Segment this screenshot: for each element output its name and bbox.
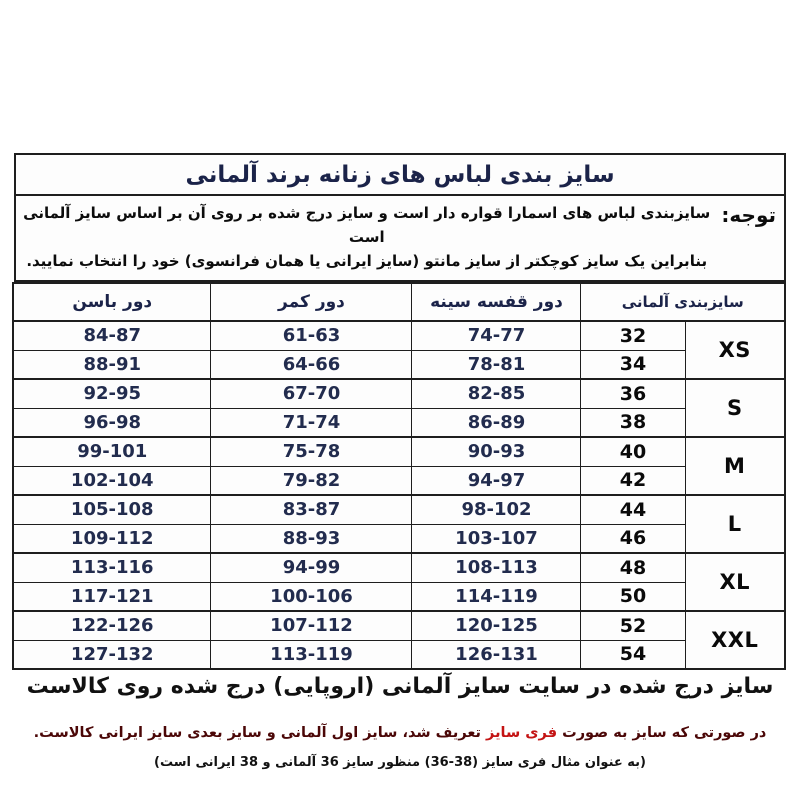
footer-freesize-note: [0, 724, 800, 743]
german-size-cell: 42: [581, 466, 685, 495]
size-chart-sheet: [14, 153, 786, 670]
table-row: [13, 437, 785, 466]
table-row: [13, 553, 785, 582]
size-table: [12, 282, 786, 670]
header-hip: دور باسن: [13, 283, 211, 321]
german-size-cell: 38: [581, 408, 685, 437]
waist-cell: 64-66: [211, 350, 412, 379]
chest-cell: 94-97: [412, 466, 581, 495]
german-size-cell: 44: [581, 495, 685, 524]
waist-cell: 88-93: [211, 524, 412, 553]
waist-cell: 79-82: [211, 466, 412, 495]
chest-cell: 114-119: [412, 582, 581, 611]
size-letter-cell: XL: [685, 553, 785, 611]
waist-cell: 100-106: [211, 582, 412, 611]
size-letter-cell: XXL: [685, 611, 785, 669]
chest-cell: 108-113: [412, 553, 581, 582]
german-size-cell: 32: [581, 321, 685, 350]
size-table-body: [13, 321, 785, 669]
table-row: [13, 495, 785, 524]
german-size-cell: 50: [581, 582, 685, 611]
footer-freesize-prefix: در صورتی که سایز به صورت: [557, 725, 767, 741]
size-letter-cell: S: [685, 379, 785, 437]
hip-cell: 105-108: [13, 495, 211, 524]
chest-cell: 90-93: [412, 437, 581, 466]
chest-cell: 126-131: [412, 640, 581, 669]
hip-cell: 84-87: [13, 321, 211, 350]
german-size-cell: 34: [581, 350, 685, 379]
hip-cell: 88-91: [13, 350, 211, 379]
waist-cell: 94-99: [211, 553, 412, 582]
table-row: [13, 466, 785, 495]
page-title: سایز بندی لباس های زنانه برند آلمانی: [185, 161, 615, 188]
header-waist: دور کمر: [211, 283, 412, 321]
size-letter-cell: L: [685, 495, 785, 553]
size-table-header: [13, 283, 785, 321]
footer-freesize-suffix: تعریف شد، سایز اول آلمانی و سایز بعدی سایز ایرانی کالاست.: [33, 725, 487, 741]
waist-cell: 113-119: [211, 640, 412, 669]
chest-cell: 103-107: [412, 524, 581, 553]
table-row: [13, 611, 785, 640]
table-row: [13, 321, 785, 350]
waist-cell: 107-112: [211, 611, 412, 640]
hip-cell: 122-126: [13, 611, 211, 640]
size-letter-cell: XS: [685, 321, 785, 379]
note-box: [14, 196, 786, 282]
hip-cell: 92-95: [13, 379, 211, 408]
hip-cell: 96-98: [13, 408, 211, 437]
german-size-cell: 40: [581, 437, 685, 466]
note-line-1: سایزبندی لباس های اسمارا قواره دار است و سایز درج شده بر روی آن بر اساس سایز آلمانی است: [23, 204, 711, 246]
size-letter-cell: M: [685, 437, 785, 495]
chest-cell: 82-85: [412, 379, 581, 408]
hip-cell: 117-121: [13, 582, 211, 611]
chest-cell: 74-77: [412, 321, 581, 350]
waist-cell: 71-74: [211, 408, 412, 437]
table-row: [13, 640, 785, 669]
footer-freesize-highlight: فری سایز: [486, 725, 558, 741]
table-row: [13, 582, 785, 611]
header-row: [13, 283, 785, 321]
hip-cell: 113-116: [13, 553, 211, 582]
table-row: [13, 408, 785, 437]
waist-cell: 83-87: [211, 495, 412, 524]
table-row: [13, 524, 785, 553]
note-label: توجه:: [721, 203, 776, 227]
hip-cell: 102-104: [13, 466, 211, 495]
chest-cell: 78-81: [412, 350, 581, 379]
german-size-cell: 48: [581, 553, 685, 582]
chest-cell: 98-102: [412, 495, 581, 524]
chart-title-box: [14, 153, 786, 196]
note-line-2: بنابراین یک سایز کوچکتر از سایز مانتو (سایز ایرانی یا همان فرانسوی) خود را انتخاب نمایید.: [26, 252, 708, 270]
header-german-sizing: سایزبندی آلمانی: [581, 283, 785, 321]
german-size-cell: 46: [581, 524, 685, 553]
german-size-cell: 54: [581, 640, 685, 669]
table-row: [13, 350, 785, 379]
footer-notes: [0, 672, 800, 772]
note-text: [20, 201, 713, 273]
hip-cell: 127-132: [13, 640, 211, 669]
waist-cell: 61-63: [211, 321, 412, 350]
waist-cell: 67-70: [211, 379, 412, 408]
waist-cell: 75-78: [211, 437, 412, 466]
hip-cell: 99-101: [13, 437, 211, 466]
table-row: [13, 379, 785, 408]
chest-cell: 120-125: [412, 611, 581, 640]
chest-cell: 86-89: [412, 408, 581, 437]
header-chest: دور قفسه سینه: [412, 283, 581, 321]
footer-main-note: سایز درج شده در سایت سایز آلمانی (اروپایی) درج شده روی کالاست: [26, 674, 774, 699]
hip-cell: 109-112: [13, 524, 211, 553]
footer-example-note: (به عنوان مثال فری سایز (38-36) منظور سایز 36 آلمانی و 38 ایرانی است): [154, 755, 646, 770]
german-size-cell: 36: [581, 379, 685, 408]
german-size-cell: 52: [581, 611, 685, 640]
